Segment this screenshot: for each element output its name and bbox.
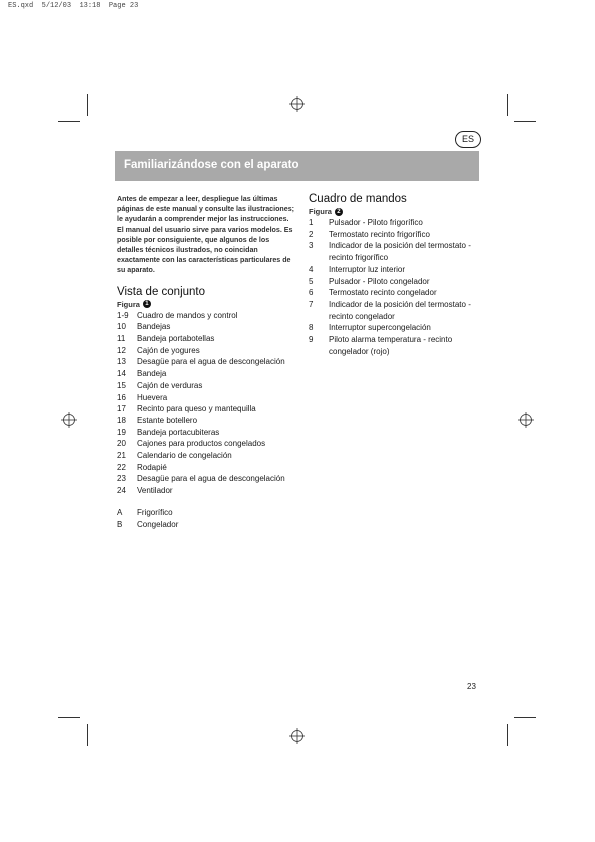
list-item <box>117 519 295 531</box>
controls-list <box>309 217 484 357</box>
item-number: 20 <box>117 439 126 449</box>
item-text: Cuadro de mandos y control <box>137 310 238 320</box>
figure-number-icon: 2 <box>335 208 343 216</box>
item-number: 24 <box>117 486 126 496</box>
item-number: 8 <box>309 323 314 333</box>
item-number: 23 <box>117 474 126 484</box>
slug-page: Page 23 <box>108 2 139 10</box>
item-letter: B <box>117 519 123 529</box>
list-item <box>117 333 295 345</box>
list-item <box>117 462 295 474</box>
list-item <box>117 321 295 333</box>
item-text: Desagüe para el agua de descongelación <box>137 474 285 484</box>
item-text: Bandeja portacubiteras <box>137 427 220 437</box>
list-item <box>309 287 484 299</box>
item-text: Recinto para queso y mantequilla <box>137 404 256 414</box>
item-number: 3 <box>309 241 314 251</box>
slug-time: 13:18 <box>79 2 101 10</box>
list-item <box>309 334 484 357</box>
item-number: 9 <box>309 335 314 345</box>
item-text: Calendario de congelación <box>137 451 232 461</box>
item-text: Congelador <box>137 519 179 529</box>
section-title: Familiarizándose con el aparato <box>124 159 299 171</box>
registration-mark-top-icon <box>289 96 305 112</box>
item-number: 18 <box>117 415 126 425</box>
list-item <box>309 240 484 263</box>
list-item <box>309 264 484 276</box>
controls-figure-label <box>309 207 484 216</box>
list-item <box>117 380 295 392</box>
registration-mark-left-icon <box>61 412 77 428</box>
intro-paragraph: El manual del usuario sirve para varios modelos. Es posible por consiguiente, que algunos de los detalles técnicos ilustrados, no coincidan exactamente con las características particulares de su aparato. <box>117 225 293 275</box>
crop-mark-bottom-left-v <box>87 724 88 746</box>
item-number: 6 <box>309 288 314 298</box>
item-number: 5 <box>309 276 314 286</box>
list-item <box>309 299 484 322</box>
item-text: Cajón de verduras <box>137 380 203 390</box>
list-item <box>309 229 484 241</box>
figure-number-icon: 1 <box>143 300 151 308</box>
item-text: Rodapié <box>137 462 167 472</box>
item-text: Huevera <box>137 392 168 402</box>
compartment-list <box>117 507 295 530</box>
item-number: 4 <box>309 264 314 274</box>
item-text: Termostato recinto congelador <box>329 288 437 298</box>
item-number: 1 <box>309 218 314 227</box>
list-item <box>117 356 295 368</box>
list-item <box>117 485 295 497</box>
list-item <box>117 507 295 519</box>
crop-mark-top-left-h <box>58 121 80 122</box>
slug-date: 5/12/03 <box>41 2 72 10</box>
item-number: 15 <box>117 380 126 390</box>
item-number: 11 <box>117 334 126 344</box>
figure-label: Figura <box>309 207 332 216</box>
overview-figure-label <box>117 300 295 309</box>
item-number: 19 <box>117 427 126 437</box>
list-item <box>309 276 484 288</box>
intro-paragraph: Antes de empezar a leer, despliegue las últimas páginas de este manual y consulte las ilustraciones; le ayudarán a comprender mejor las instrucciones. <box>117 195 295 224</box>
item-number: 16 <box>117 392 126 402</box>
item-text: Bandeja portabotellas <box>137 334 215 344</box>
item-text: Bandeja <box>137 369 167 379</box>
language-badge: ES <box>455 131 481 148</box>
item-text: Piloto alarma temperatura - recinto congelador (rojo) <box>329 335 453 356</box>
figure-label: Figura <box>117 299 140 309</box>
slug-file: ES.qxd <box>8 2 34 10</box>
list-item <box>117 392 295 404</box>
item-number: 22 <box>117 462 126 472</box>
overview-heading: Vista de conjunto <box>117 285 206 298</box>
item-number: 13 <box>117 357 126 367</box>
item-number: 10 <box>117 322 126 332</box>
item-number: 2 <box>309 229 314 239</box>
list-item <box>117 403 295 415</box>
controls-heading: Cuadro de mandos <box>309 193 407 205</box>
list-item <box>117 438 295 450</box>
list-item <box>117 473 295 485</box>
section-title-bar <box>115 151 479 181</box>
item-number: 1-9 <box>117 310 129 320</box>
item-number: 21 <box>117 451 126 461</box>
item-number: 12 <box>117 345 126 355</box>
item-text: Pulsador - Piloto congelador <box>329 276 430 286</box>
item-text: Cajones para productos congelados <box>137 439 266 449</box>
registration-mark-right-icon <box>518 412 534 428</box>
list-item <box>117 345 295 357</box>
item-number: 7 <box>309 299 314 309</box>
item-text: Bandejas <box>137 322 171 332</box>
item-text: Pulsador - Piloto frigorífico <box>329 218 423 227</box>
list-item <box>117 415 295 427</box>
crop-mark-bottom-right-h <box>514 717 536 718</box>
crop-mark-bottom-left-h <box>58 717 80 718</box>
item-text: Frigorífico <box>137 507 173 517</box>
spacer <box>117 497 295 507</box>
item-text: Desagüe para el agua de descongelación <box>137 357 285 367</box>
item-number: 14 <box>117 369 126 379</box>
item-text: Estante botellero <box>137 415 198 425</box>
item-text: Cajón de yogures <box>137 345 200 355</box>
list-item <box>117 427 295 439</box>
crop-mark-top-left-v <box>87 94 88 116</box>
item-text: Interruptor supercongelación <box>329 323 431 333</box>
left-column <box>117 194 295 530</box>
print-slug <box>8 2 138 10</box>
list-item <box>117 310 295 322</box>
item-number: 17 <box>117 404 126 414</box>
list-item <box>117 368 295 380</box>
item-text: Termostato recinto frigorífico <box>329 229 430 239</box>
list-item <box>309 217 484 229</box>
list-item <box>309 322 484 334</box>
crop-mark-top-right-v <box>507 94 508 116</box>
list-item <box>117 450 295 462</box>
item-text: Indicador de la posición del termostato - recinto congelador <box>329 299 471 321</box>
overview-list <box>117 310 295 497</box>
item-letter: A <box>117 507 123 517</box>
item-text: Interruptor luz interior <box>329 264 406 274</box>
crop-mark-bottom-right-v <box>507 724 508 746</box>
page-number: 23 <box>467 682 476 691</box>
registration-mark-bottom-icon <box>289 728 305 744</box>
item-text: Ventilador <box>137 486 173 496</box>
item-text: Indicador de la posición del termostato - recinto frigorífico <box>329 241 471 263</box>
crop-mark-top-right-h <box>514 121 536 122</box>
right-column <box>309 193 484 357</box>
